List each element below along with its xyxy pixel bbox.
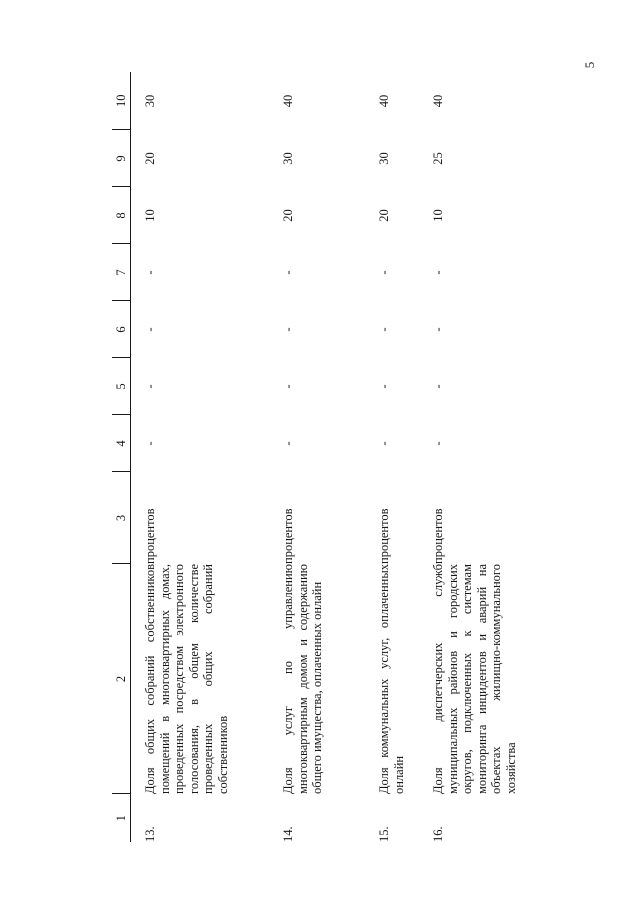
value-cell: 40 xyxy=(281,94,295,108)
value-cell: 25 xyxy=(431,152,445,165)
value-cell: 20 xyxy=(377,209,391,222)
value-cell: - xyxy=(431,327,445,332)
value-cell: - xyxy=(281,384,295,389)
table-header-row xyxy=(112,72,131,842)
indicator-name: Доля общих собраний собственников помещений в многоквартирных домах, проведенных посредством электронного голосования, в общем количестве проведенных общих собраний собственников xyxy=(143,564,230,794)
indicator-name: Доля коммунальных услуг, оплаченных онлайн xyxy=(377,564,406,794)
value-cell: 20 xyxy=(281,209,295,222)
unit-cell: процентов xyxy=(377,508,391,564)
column-header: 8 xyxy=(112,187,131,244)
column-header: 5 xyxy=(112,358,131,415)
table-row xyxy=(365,72,419,842)
value-cell: 30 xyxy=(281,152,295,165)
value-cell: 30 xyxy=(143,94,157,108)
value-cell: - xyxy=(143,441,157,446)
value-cell: - xyxy=(281,441,295,446)
unit-cell: процентов xyxy=(431,508,445,564)
unit-cell: процентов xyxy=(143,508,157,564)
row-number: 16. xyxy=(431,826,445,842)
page-number: 5 xyxy=(582,61,597,69)
value-cell: - xyxy=(143,270,157,275)
indicator-name: Доля услуг по управлению многоквартирным домом и содержанию общего имущества, оплаченных онлайн xyxy=(281,564,324,794)
row-number: 15. xyxy=(377,826,391,842)
column-header: 2 xyxy=(112,564,131,794)
table-row xyxy=(269,72,365,842)
value-cell: - xyxy=(377,384,391,389)
value-cell: 10 xyxy=(143,209,157,222)
row-number: 14. xyxy=(281,826,295,842)
value-cell: - xyxy=(377,270,391,275)
column-header: 9 xyxy=(112,130,131,187)
value-cell: 20 xyxy=(143,152,157,165)
value-cell: - xyxy=(431,270,445,275)
value-cell: - xyxy=(281,327,295,332)
table-row xyxy=(131,72,270,842)
column-header: 4 xyxy=(112,415,131,472)
indicator-table-container xyxy=(112,72,518,842)
value-cell: - xyxy=(431,384,445,389)
indicator-name: Доля диспетчерских служб муниципальных районов и городских округов, подключенных к системам мониторинга инцидентов и аварий на объектах жилищно-коммунального хозяйства xyxy=(431,564,518,794)
value-cell: - xyxy=(143,327,157,332)
table-row xyxy=(419,72,518,842)
value-cell: - xyxy=(377,441,391,446)
column-header: 10 xyxy=(112,72,131,130)
row-number: 13. xyxy=(143,826,157,842)
value-cell: - xyxy=(431,441,445,446)
value-cell: 30 xyxy=(377,152,391,165)
value-cell: - xyxy=(281,270,295,275)
value-cell: 40 xyxy=(377,94,391,108)
value-cell: - xyxy=(377,327,391,332)
unit-cell: процентов xyxy=(281,508,295,564)
value-cell: 10 xyxy=(431,209,445,222)
column-header: 1 xyxy=(112,794,131,842)
column-header: 7 xyxy=(112,244,131,301)
column-header: 6 xyxy=(112,301,131,358)
indicator-table xyxy=(112,72,518,842)
column-header: 3 xyxy=(112,472,131,564)
value-cell: 40 xyxy=(431,94,445,108)
value-cell: - xyxy=(143,384,157,389)
